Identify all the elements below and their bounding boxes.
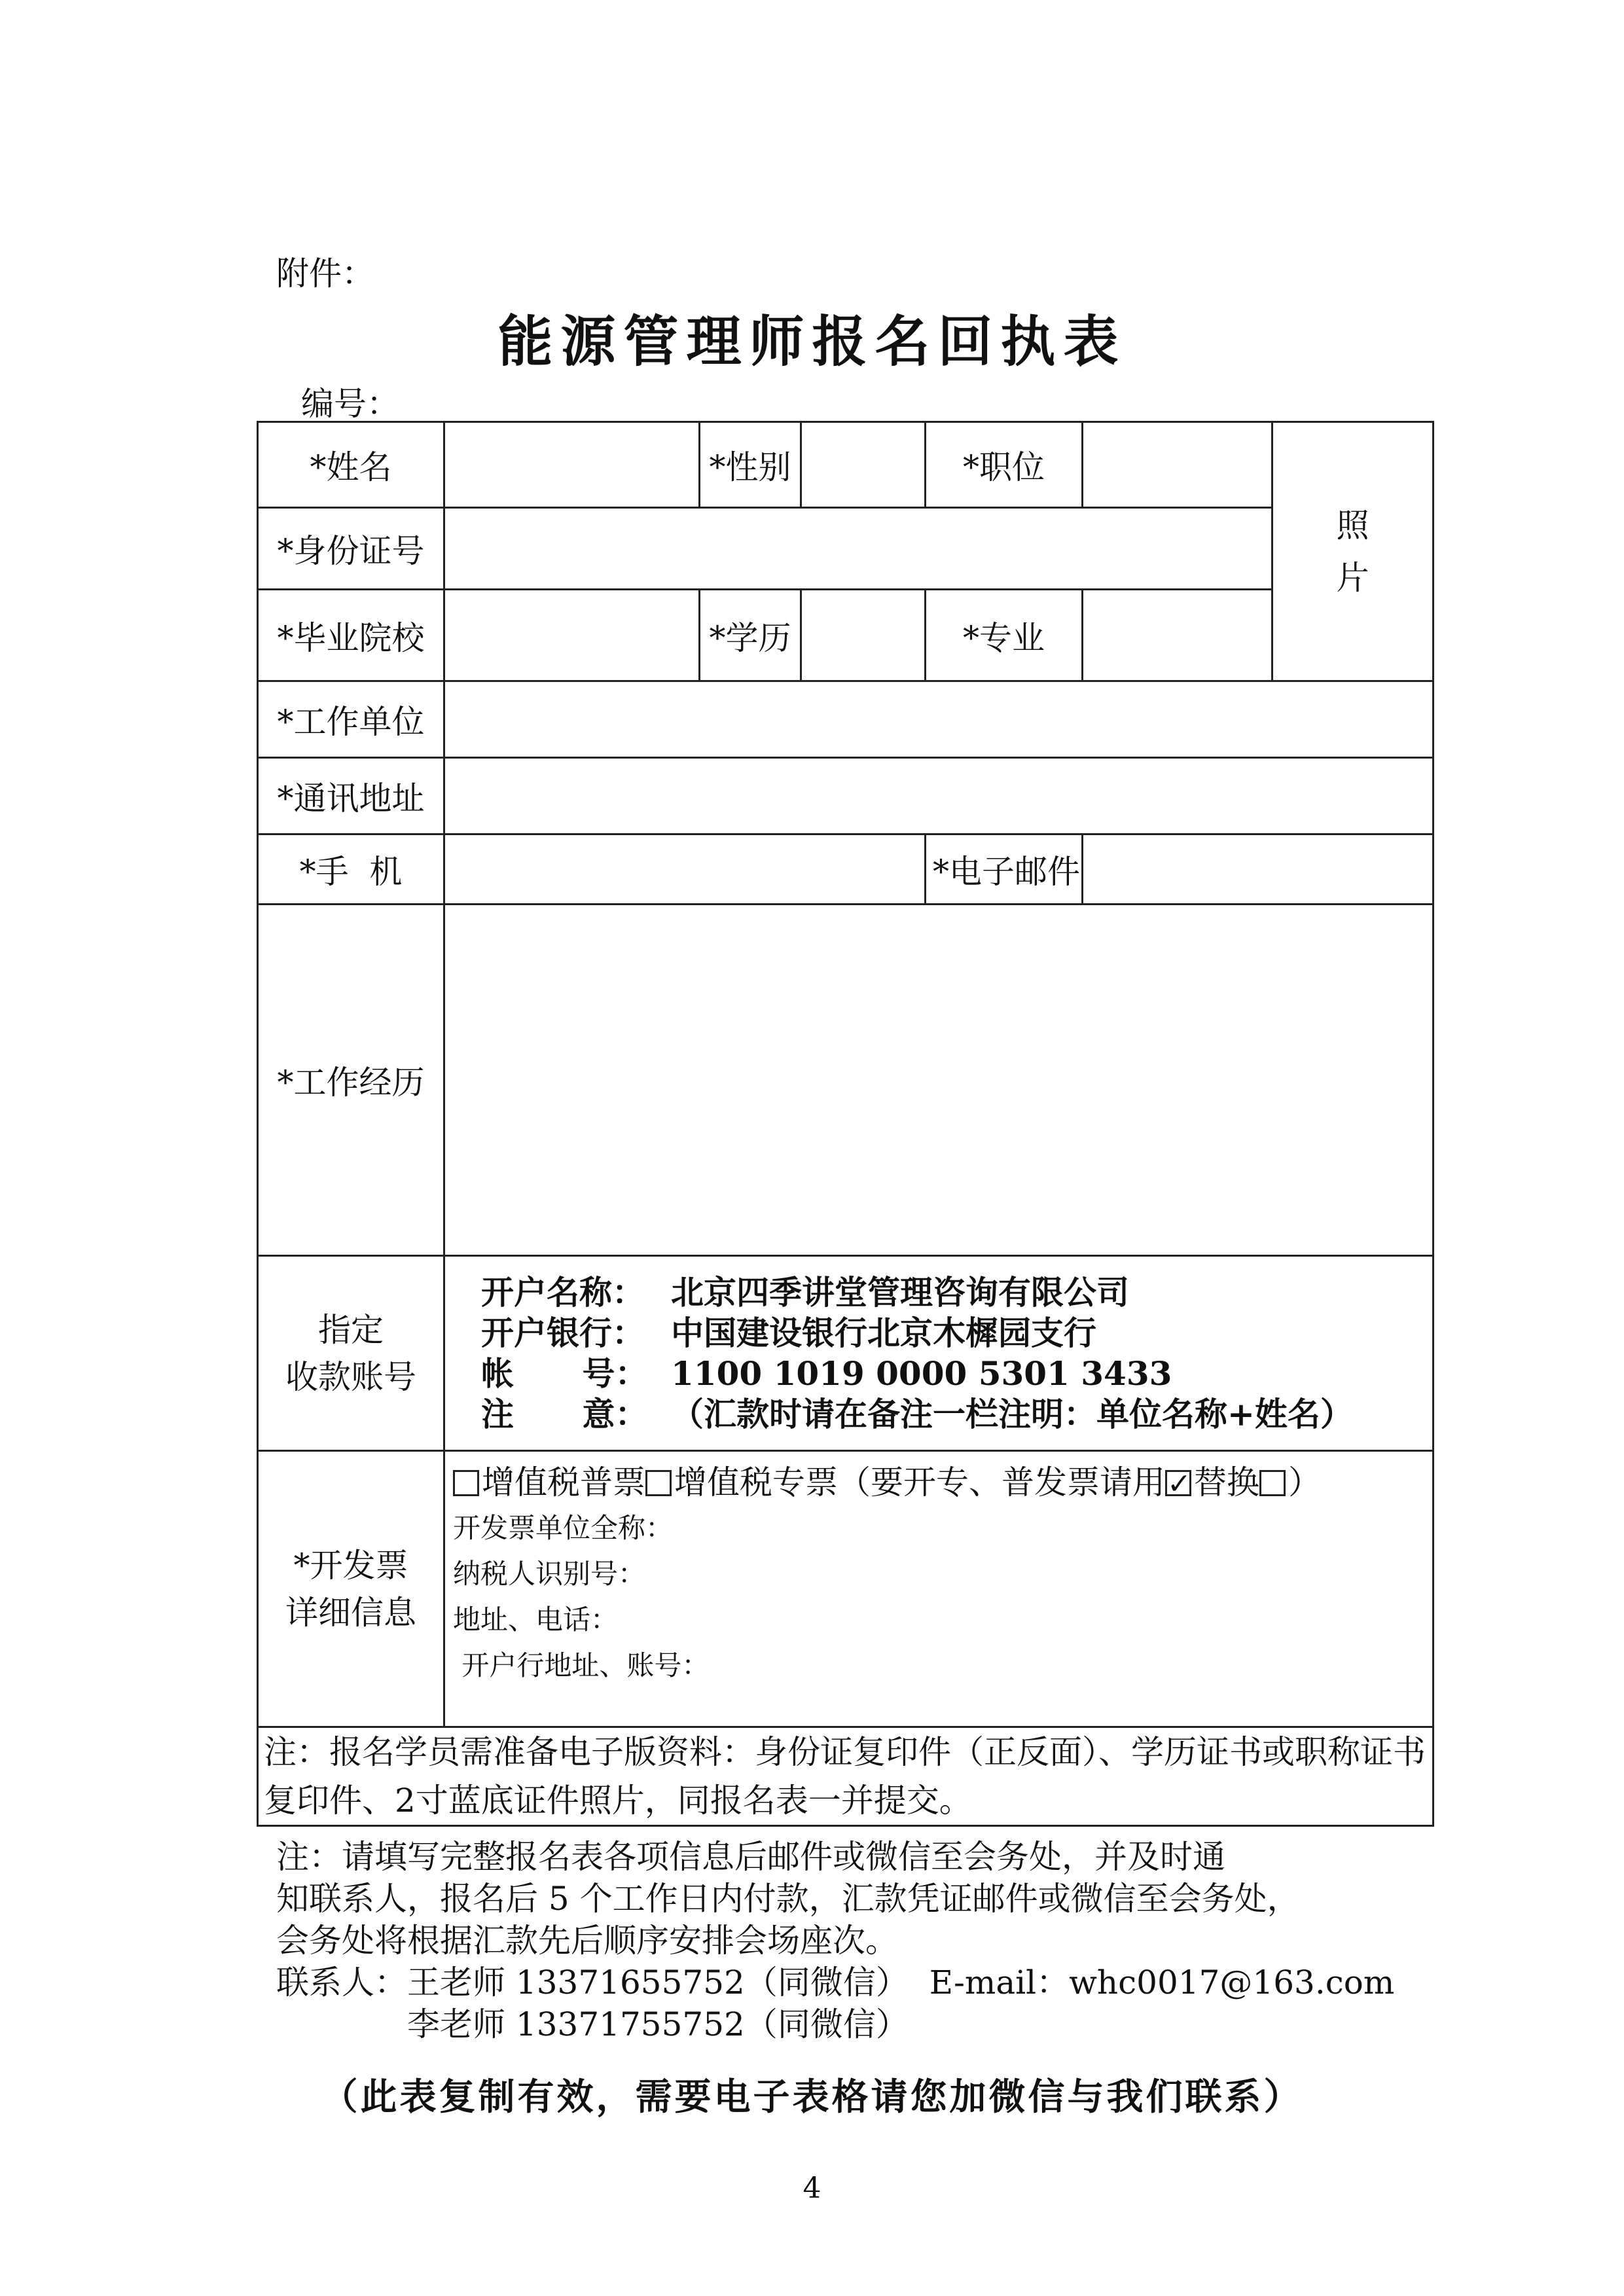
checked-checkbox-icon	[1165, 1470, 1191, 1496]
mobile-field[interactable]	[444, 834, 926, 905]
invoice-label-2: 详细信息	[285, 1593, 416, 1632]
invoice-note-suffix: ）	[1288, 1463, 1321, 1501]
empty-checkbox-icon	[1259, 1470, 1286, 1496]
materials-note: 注：报名学员需准备电子版资料：身份证复印件（正反面）、学历证书或职称证书复印件、2寸蓝底证件照片，同报名表一并提交。	[258, 1727, 1434, 1826]
account-name-row	[481, 1272, 1432, 1313]
serial-number-label: 编号：	[301, 385, 399, 423]
instruction-line-3: 会务处将根据汇款先后顺序安排会场座次。	[276, 1922, 898, 1960]
special-invoice-checkbox[interactable]	[645, 1470, 672, 1496]
employer-field[interactable]	[444, 681, 1434, 758]
photo-box[interactable]	[1272, 422, 1434, 681]
instruction-line-1: 注：请填写完整报名表各项信息后邮件或微信至会务处，并及时通	[276, 1838, 1225, 1876]
photo-label-1: 照	[1336, 506, 1369, 545]
name-label: *姓名	[258, 422, 444, 508]
taxpayer-id-label: 纳税人识别号：	[453, 1558, 646, 1590]
major-label: *专业	[926, 590, 1083, 681]
payee-account-label-2: 收款账号	[285, 1357, 416, 1396]
normal-invoice-checkbox[interactable]	[453, 1470, 479, 1496]
replace-label: 替换	[1194, 1463, 1259, 1501]
contact-line-2: 李老师 13371755752（同微信）	[407, 2005, 909, 2043]
account-number-row	[481, 1354, 1432, 1394]
education-label: *学历	[700, 590, 801, 681]
bank-account-label: 开户行地址、账号：	[453, 1649, 710, 1681]
normal-invoice-label: 增值税普票	[482, 1463, 645, 1501]
gender-field[interactable]	[801, 422, 926, 508]
school-label: *毕业院校	[258, 590, 444, 681]
payee-account-info	[444, 1256, 1434, 1451]
contact-line-1: 联系人：王老师 13371655752（同微信） E-mail：whc0017@163.com	[276, 1964, 1395, 2001]
photo-label-2: 片	[1336, 558, 1369, 597]
name-field[interactable]	[444, 422, 700, 508]
account-bank-row	[481, 1313, 1432, 1354]
gender-label: *性别	[700, 422, 801, 508]
invoice-label-1: *开发票	[293, 1546, 408, 1585]
page-number: 4	[803, 2172, 821, 2205]
account-note-key: 注 意：	[481, 1394, 648, 1433]
attachment-label: 附件：	[276, 255, 374, 293]
account-name-value: 北京四季讲堂管理咨询有限公司	[671, 1272, 1129, 1312]
position-field[interactable]	[1083, 422, 1272, 508]
work-experience-field[interactable]	[444, 905, 1434, 1256]
payee-account-label-1: 指定	[318, 1310, 384, 1349]
employer-label: *工作单位	[258, 681, 444, 758]
school-field[interactable]	[444, 590, 700, 681]
invoice-company-label: 开发票单位全称：	[453, 1512, 674, 1544]
account-number-value: 1100 1019 0000 5301 3433	[671, 1354, 1172, 1393]
account-name-key: 开户名称：	[481, 1272, 645, 1312]
copy-valid-statement: （此表复制有效，需要电子表格请您加微信与我们联系）	[321, 2075, 1303, 2119]
invoice-details	[444, 1451, 1434, 1727]
instruction-line-2: 知联系人，报名后 5 个工作日内付款，汇款凭证邮件或微信至会务处，	[276, 1880, 1300, 1918]
address-field[interactable]	[444, 758, 1434, 834]
account-bank-value: 中国建设银行北京木樨园支行	[671, 1313, 1096, 1352]
account-number-key: 帐 号：	[481, 1354, 648, 1393]
major-field[interactable]	[1083, 590, 1272, 681]
work-experience-label: *工作经历	[258, 905, 444, 1256]
invoice-note-prefix: （要开专、普发票请用	[838, 1463, 1165, 1501]
mobile-label: *手 机	[258, 834, 444, 905]
position-label: *职位	[926, 422, 1083, 508]
special-invoice-label: 增值税专票	[674, 1463, 838, 1501]
email-field[interactable]	[1083, 834, 1434, 905]
invoice-type-row	[453, 1460, 1432, 1505]
email-label: *电子邮件	[926, 834, 1083, 905]
form-title: 能源管理师报名回执表	[497, 309, 1127, 374]
account-note-value: （汇款时请在备注一栏注明：单位名称+姓名）	[671, 1394, 1353, 1433]
address-label: *通讯地址	[258, 758, 444, 834]
invoice-label	[258, 1451, 444, 1727]
id-number-label: *身份证号	[258, 508, 444, 590]
account-note-row	[481, 1394, 1432, 1435]
account-bank-key: 开户银行：	[481, 1313, 645, 1352]
payee-account-label	[258, 1256, 444, 1451]
address-phone-label: 地址、电话：	[453, 1604, 619, 1636]
id-number-field[interactable]	[444, 508, 1272, 590]
education-field[interactable]	[801, 590, 926, 681]
registration-form	[257, 421, 1434, 1827]
instructions	[276, 1836, 1394, 2045]
